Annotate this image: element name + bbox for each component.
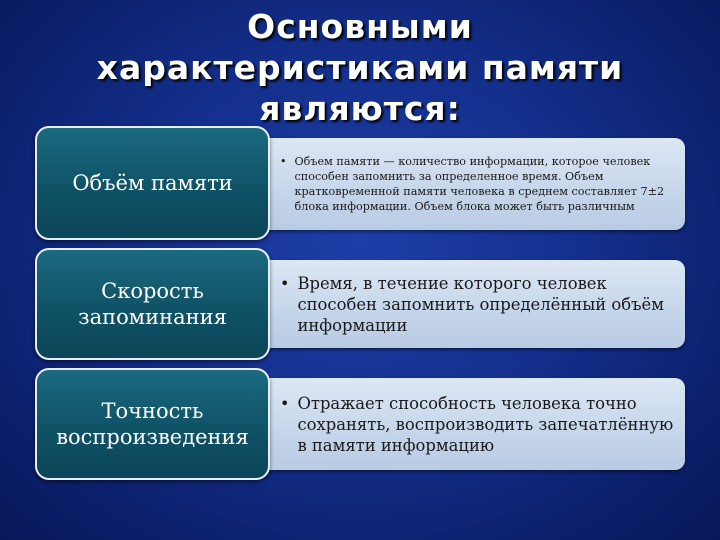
slide-title <box>20 6 700 129</box>
characteristic-label-line: воспроизведения <box>56 425 249 449</box>
slide-title-line: являются: <box>259 89 461 128</box>
bullet-icon: • <box>280 273 290 293</box>
bullet-item <box>280 273 675 336</box>
description-box <box>260 138 685 230</box>
description-text: Время, в течение которого человек способен запомнить определённый объём информации <box>297 273 664 335</box>
bullet-item <box>280 393 675 456</box>
bullet-item <box>280 154 675 214</box>
bullet-list <box>280 260 675 348</box>
description-text: Отражает способность человека точно сохранять, воспроизводить запечатлённую в памяти информацию <box>297 393 674 455</box>
bullet-list <box>280 138 675 230</box>
characteristic-label <box>35 126 270 240</box>
characteristic-row-accuracy <box>35 368 685 480</box>
description-text: Объем памяти — количество информации, которое человек способен запомнить за определенное время. Объем кратковременной памяти человека в среднем составляет 7±2 блока информации. Объем блока может быть различным <box>294 155 665 213</box>
characteristic-label-text: Объём памяти <box>72 171 233 195</box>
characteristic-label-line: Скорость <box>101 279 204 303</box>
description-box <box>260 378 685 470</box>
characteristic-label-line: запоминания <box>78 305 227 329</box>
characteristic-label <box>35 248 270 360</box>
bullet-icon: • <box>280 155 287 168</box>
bullet-icon: • <box>280 393 290 413</box>
description-box <box>260 260 685 348</box>
bullet-list <box>280 378 675 470</box>
characteristic-row-volume <box>35 126 685 240</box>
characteristic-label <box>35 368 270 480</box>
slide-title-line: Основными <box>247 7 473 46</box>
slide-title-line: характеристиками памяти <box>96 48 624 87</box>
characteristic-row-speed <box>35 248 685 360</box>
characteristic-label-line: Точность <box>101 399 204 423</box>
